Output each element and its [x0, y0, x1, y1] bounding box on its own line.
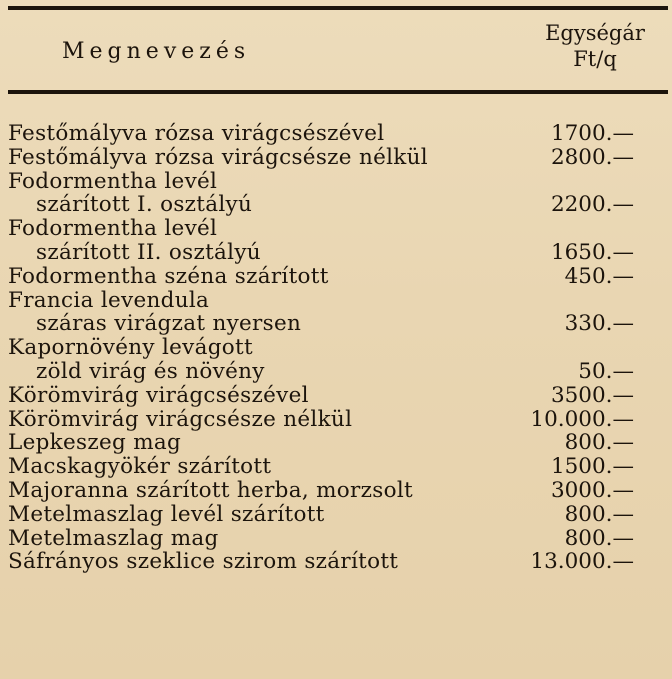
table-row — [8, 455, 668, 479]
item-name: Festőmályva rózsa virágcsésze nélkül — [8, 144, 428, 170]
item-price: 330.— — [564, 311, 634, 337]
item-price: 2800.— — [550, 144, 634, 170]
item-price: 800.— — [564, 525, 634, 551]
item-name: száras virágzat nyersen — [36, 311, 302, 337]
table-row — [8, 503, 668, 527]
item-price: 1700.— — [550, 121, 634, 146]
item-price: 3500.— — [550, 382, 634, 408]
item-name: Fodormentha levél — [8, 168, 218, 194]
table-row — [8, 170, 668, 194]
item-price: 3000.— — [550, 477, 634, 503]
item-name: Fodormentha széna szárított — [8, 263, 329, 289]
item-name: zöld virág és növény — [36, 358, 265, 384]
item-name: szárított II. osztályú — [36, 239, 261, 265]
table-row — [8, 408, 668, 432]
item-price: 800.— — [564, 501, 634, 527]
table-row — [8, 479, 668, 503]
item-name: Francia levendula — [8, 287, 210, 313]
item-name: Macskagyökér szárított — [8, 454, 272, 480]
table-row — [8, 122, 668, 146]
table-row — [8, 336, 668, 360]
header-name-label: Megnevezés — [62, 39, 251, 64]
table-row — [8, 431, 668, 455]
table-row — [8, 146, 668, 170]
item-name: Metelmaszlag levél szárított — [8, 501, 325, 527]
top-rule — [8, 6, 668, 10]
price-table-body — [8, 122, 668, 574]
table-row — [8, 193, 668, 217]
item-name: Lepkeszeg mag — [8, 430, 182, 456]
item-name: Sáfrányos szeklice szirom szárított — [8, 549, 399, 575]
item-name: Körömvirág virágcsészével — [8, 382, 309, 408]
table-row — [8, 550, 668, 574]
item-price: 1500.— — [550, 454, 634, 480]
item-name: Festőmályva rózsa virágcsészével — [8, 121, 385, 146]
item-price: 800.— — [564, 430, 634, 456]
header-price-label — [520, 20, 670, 72]
item-price: 13.000.— — [530, 549, 634, 575]
header-price-line1: Egységár — [545, 21, 645, 45]
item-price: 2200.— — [550, 192, 634, 218]
table-row — [8, 217, 668, 241]
item-name: Majoranna szárított herba, morzsolt — [8, 477, 413, 503]
table-row — [8, 265, 668, 289]
header-price-line2: Ft/q — [573, 47, 617, 71]
item-price: 1650.— — [550, 239, 634, 265]
item-name: szárított I. osztályú — [36, 192, 253, 218]
item-name: Kapornövény levágott — [8, 335, 253, 361]
item-price: 450.— — [564, 263, 634, 289]
table-row — [8, 384, 668, 408]
item-name: Körömvirág virágcsésze nélkül — [8, 406, 353, 432]
item-name: Metelmaszlag mag — [8, 525, 219, 551]
item-price: 10.000.— — [530, 406, 634, 432]
table-row — [8, 312, 668, 336]
table-row — [8, 360, 668, 384]
table-row — [8, 289, 668, 313]
table-row — [8, 241, 668, 265]
item-name: Fodormentha levél — [8, 216, 218, 242]
header-rule — [8, 90, 668, 94]
item-price: 50.— — [578, 358, 634, 384]
table-row — [8, 527, 668, 551]
